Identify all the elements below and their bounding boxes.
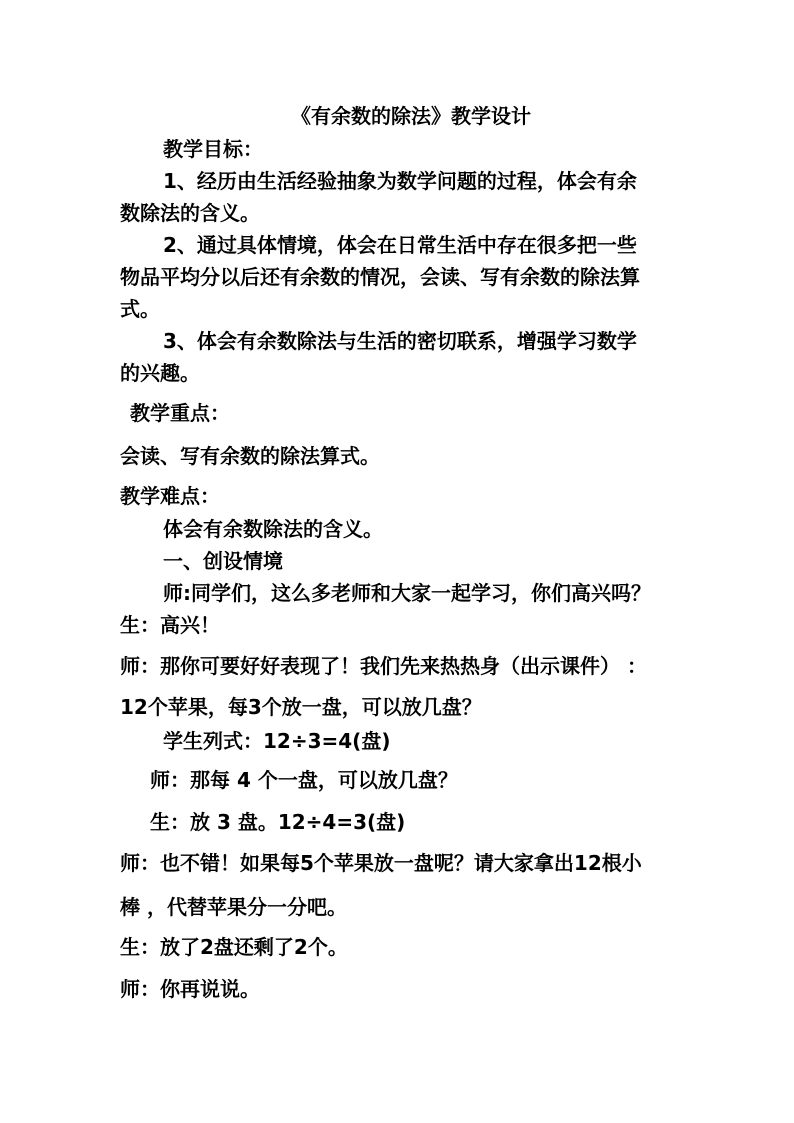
paragraph-line: 的兴趣。 — [120, 361, 200, 385]
dialogue-line: 师：那你可要好好表现了！我们先来热热身（出示课件） ： — [120, 654, 647, 678]
section-heading-key-points: 教学重点： — [130, 401, 230, 425]
dialogue-line: 棒 ，代替苹果分一分吧。 — [120, 895, 347, 919]
paragraph-line: 物品平均分以后还有余数的情况，会读、写有余数的除法算 — [120, 265, 640, 289]
section-heading-difficulties: 教学难点： — [120, 484, 220, 508]
dialogue-line: 师:同学们，这么多老师和大家一起学习，你们高兴吗？ — [163, 581, 651, 605]
paragraph-line: 3、体会有余数除法与生活的密切联系，增强学习数学 — [163, 329, 637, 353]
dialogue-line: 生：放了2盘还剩了2个。 — [120, 935, 348, 959]
dialogue-line: 师：那每 4 个一盘，可以放几盘？ — [150, 768, 458, 792]
paragraph-line: 1、经历由生活经验抽象为数学问题的过程，体会有余 — [163, 169, 637, 193]
paragraph-line: 式。 — [120, 297, 160, 321]
dialogue-line: 学生列式：12÷3=4(盘) — [163, 729, 391, 753]
paragraph-line: 会读、写有余数的除法算式。 — [120, 444, 380, 468]
paragraph-line: 数除法的含义。 — [120, 201, 260, 225]
dialogue-line: 生：放 3 盘。12÷4=3(盘) — [150, 810, 406, 834]
dialogue-line: 师：也不错！如果每5个苹果放一盘呢？请大家拿出12根小 — [120, 851, 642, 875]
dialogue-line: 12个苹果，每3个放一盘，可以放几盘？ — [120, 695, 482, 719]
document-title: 《有余数的除法》教学设计 — [291, 104, 531, 128]
dialogue-line: 师：你再说说。 — [120, 977, 260, 1001]
paragraph-line: 2、通过具体情境，体会在日常生活中存在很多把一些 — [163, 233, 637, 257]
section-heading-scenario: 一、创设情境 — [163, 549, 283, 573]
section-heading-objectives: 教学目标： — [163, 137, 263, 161]
paragraph-line: 体会有余数除法的含义。 — [163, 517, 383, 541]
dialogue-line: 生：高兴！ — [120, 613, 220, 637]
